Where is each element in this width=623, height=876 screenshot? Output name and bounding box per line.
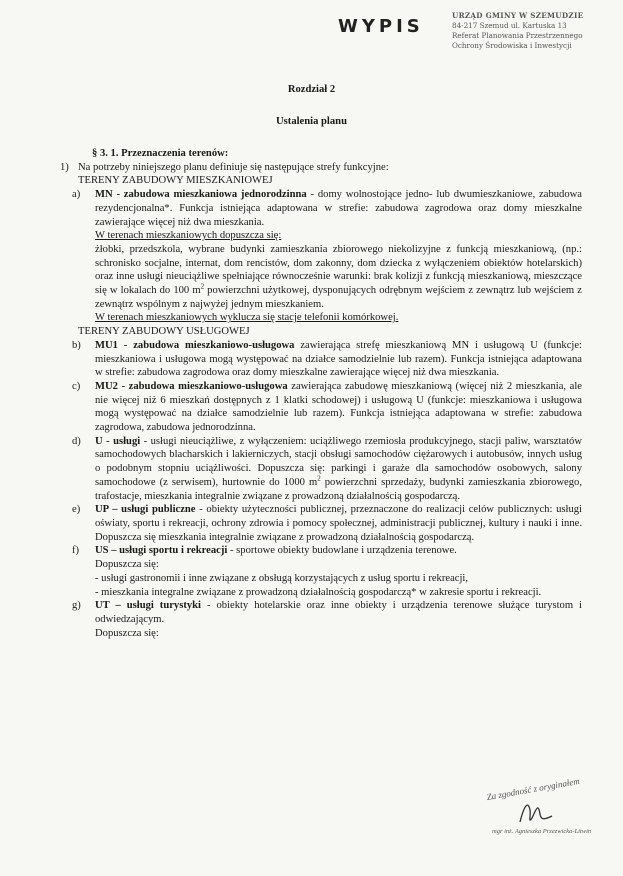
certification-text: Za zgodność z oryginałem: [485, 775, 581, 803]
office-stamp: [452, 11, 622, 51]
item-a-excluded: W terenach mieszkaniowych wyklucza się stacje telefonii komórkowej.: [95, 312, 399, 324]
item-f-bullet-1: - usługi gastronomii i inne związane z obsługą korzystających z usług sportu i rekreacji,: [95, 572, 469, 584]
item-a-allowed: [60, 243, 582, 312]
item-f-text: - sportowe obiekty budowlane i urządzenia terenowe.: [227, 545, 457, 557]
item-d-mark: d): [72, 435, 81, 447]
item-a-allowed-text2: powierzchni użytkowej, dysponujących odrębnym wejściem z zewnątrz lub wejściem z zewnątrz wspólnym z najwyżej jednym mieszkaniem.: [95, 285, 582, 310]
intro-number: 1): [60, 161, 69, 173]
list-item-c: [60, 380, 582, 435]
document-body: [60, 147, 582, 640]
item-g-allowed-label: Dopuszcza się:: [95, 627, 159, 639]
item-a-sup: 2: [200, 282, 205, 291]
item-d-text2: powierzchni sprzedaży, budynki zamieszkania zbiorowego, trafostacje, mieszkania integralnie związane z prowadzoną działalnością gospodarczą.: [95, 476, 582, 502]
item-d-sup: 2: [317, 474, 321, 483]
item-b-mark: b): [72, 339, 81, 351]
item-a-allowed-text: żłobki, przedszkola, wybrane budynki zamieszkania zbiorowego niekolizyjne z funkcją mieszkaniową, (np.: schronisko socjalne, internat, dom rencistów, dom zakonny, dom dziecka z wyłączeniem obiektów hotelarskich) oraz inne usługi nieuciążliwe spełniające równocześnie warunki: brak kolizji z funkcją mieszkaniową, mieszczące się w lokalach do 100 m: [95, 243, 582, 297]
list-item-g: [60, 599, 582, 626]
list-item-d: [60, 435, 582, 504]
group-residential: TERENY ZABUDOWY MIESZKANIOWEJ: [78, 175, 273, 187]
item-g-text: - obiekty hotelarskie oraz inne obiekty i urządzenia terenowe służące turystom i odwiedzającym.: [95, 600, 582, 625]
item-a-text: - domy wolnostojące jedno- lub dwumieszkaniowe, zabudowa rezydencjonalna*. Funkcja istniejąca adaptowana w strefie: zabudowa zagrodowa oraz domy mieszkalne zawierające więcej niż dwa mieszkania.: [95, 189, 582, 228]
item-f-allowed-label: Dopuszcza się:: [95, 559, 159, 571]
group-services: TERENY ZABUDOWY USŁUGOWEJ: [78, 326, 250, 338]
stamp-line-4: Ochrony Środowiska i Inwestycji: [452, 41, 572, 50]
item-d-code: U - usługi: [95, 435, 141, 447]
document-title: WYPIS: [338, 16, 424, 37]
item-e-text: - obiekty użyteczności publicznej, przeznaczone do realizacji celów publicznych: usługi oświaty, sportu i rekreacji, ochrony zdrowia i pomocy społecznej, administracji publicznej, kultury i nauki i inne. Dopuszcza się mieszkania integralnie związane z prowadzoną działalnością gospodarczą.: [95, 504, 582, 543]
item-d-text: - usługi nieuciążliwe, z wyłączeniem: uciążliwego rzemiosła produkcyjnego, stacji paliw, warsztatów samochodowych blacharskich i lakierniczych, stacji obsługi samochodów ciężarowych i autobusów, innych usług o podobnym stopniu uciążliwości. Dopuszcza się: parkingi i garaże dla samochodów osobowych, salony samochodowe (z serwisem), hurtownie do 1000 m: [95, 435, 582, 488]
item-f-bullet-2: - mieszkania integralne związane z prowadzoną działalnością gospodarczą* w zakresie sportu i rekreacji.: [95, 586, 542, 598]
list-item-e: [60, 503, 582, 544]
item-f-mark: f): [72, 545, 80, 557]
item-b-text: zawierająca strefę mieszkaniową MN i usługową U (funkcje: mieszkaniowa i usługowa mogą występować na działce samodzielnie lub razem). Funkcja istniejąca adaptowana w strefie: zabudowa zagrodowa oraz domy mieszkalne zawierające więcej niż dwa mieszkania.: [95, 339, 582, 379]
item-e-code: UP – usługi publiczne: [95, 504, 196, 516]
intro-item: [60, 161, 582, 175]
item-f-code: US – usługi sportu i rekreacji: [95, 545, 228, 557]
item-c-code: MU2 - zabudowa mieszkaniowo-usługowa: [95, 380, 288, 392]
certification-stamp: [462, 776, 617, 846]
item-c-mark: c): [72, 380, 81, 392]
list-item-b: [60, 339, 582, 380]
item-c-text: zawierająca zabudowę mieszkaniową (więcej niż 2 mieszkania, ale nie więcej niż 6 mieszkań dostępnych z 1 klatki schodowej) i usługową U (funkcje: mieszkaniowa i usługowa mogą występować na działce samodzielnie lub razem). Funkcja istniejąca adaptowana w strefie: zabudowa zagrodowa, zabudowa jednorodzinna.: [95, 380, 582, 434]
stamp-line-3: Referat Planowania Przestrzennego: [452, 31, 583, 40]
intro-text: Na potrzeby niniejszego planu definiuje się następujące strefy funkcyjne:: [78, 161, 389, 173]
item-b-code: MU1 - zabudowa mieszkaniowo-usługowa: [95, 339, 295, 351]
signature-icon: [516, 796, 556, 828]
stamp-line-2: 84-217 Szemud ul. Kartuska 13: [452, 21, 567, 30]
stamp-line-1: URZĄD GMINY W SZEMUDZIE: [452, 11, 584, 20]
item-g-mark: g): [72, 600, 81, 612]
item-a-mark: a): [72, 189, 81, 201]
list-item-a: [60, 188, 582, 229]
list-item-f: [60, 544, 582, 558]
chapter-title: Ustalenia planu: [276, 116, 347, 127]
chapter-number: Rozdział 2: [287, 84, 336, 95]
item-a-allowed-label: W terenach mieszkaniowych dopuszcza się:: [95, 230, 282, 242]
item-e-mark: e): [72, 504, 81, 516]
item-g-code: UT – usługi turystyki: [95, 600, 201, 612]
section-heading: § 3. 1. Przeznaczenia terenów:: [92, 148, 229, 159]
certifier-name: mgr inż. Agnieszka Przezwicka-Litwin: [492, 828, 592, 835]
item-a-code: MN - zabudowa mieszkaniowa jednorodzinna: [95, 189, 307, 201]
